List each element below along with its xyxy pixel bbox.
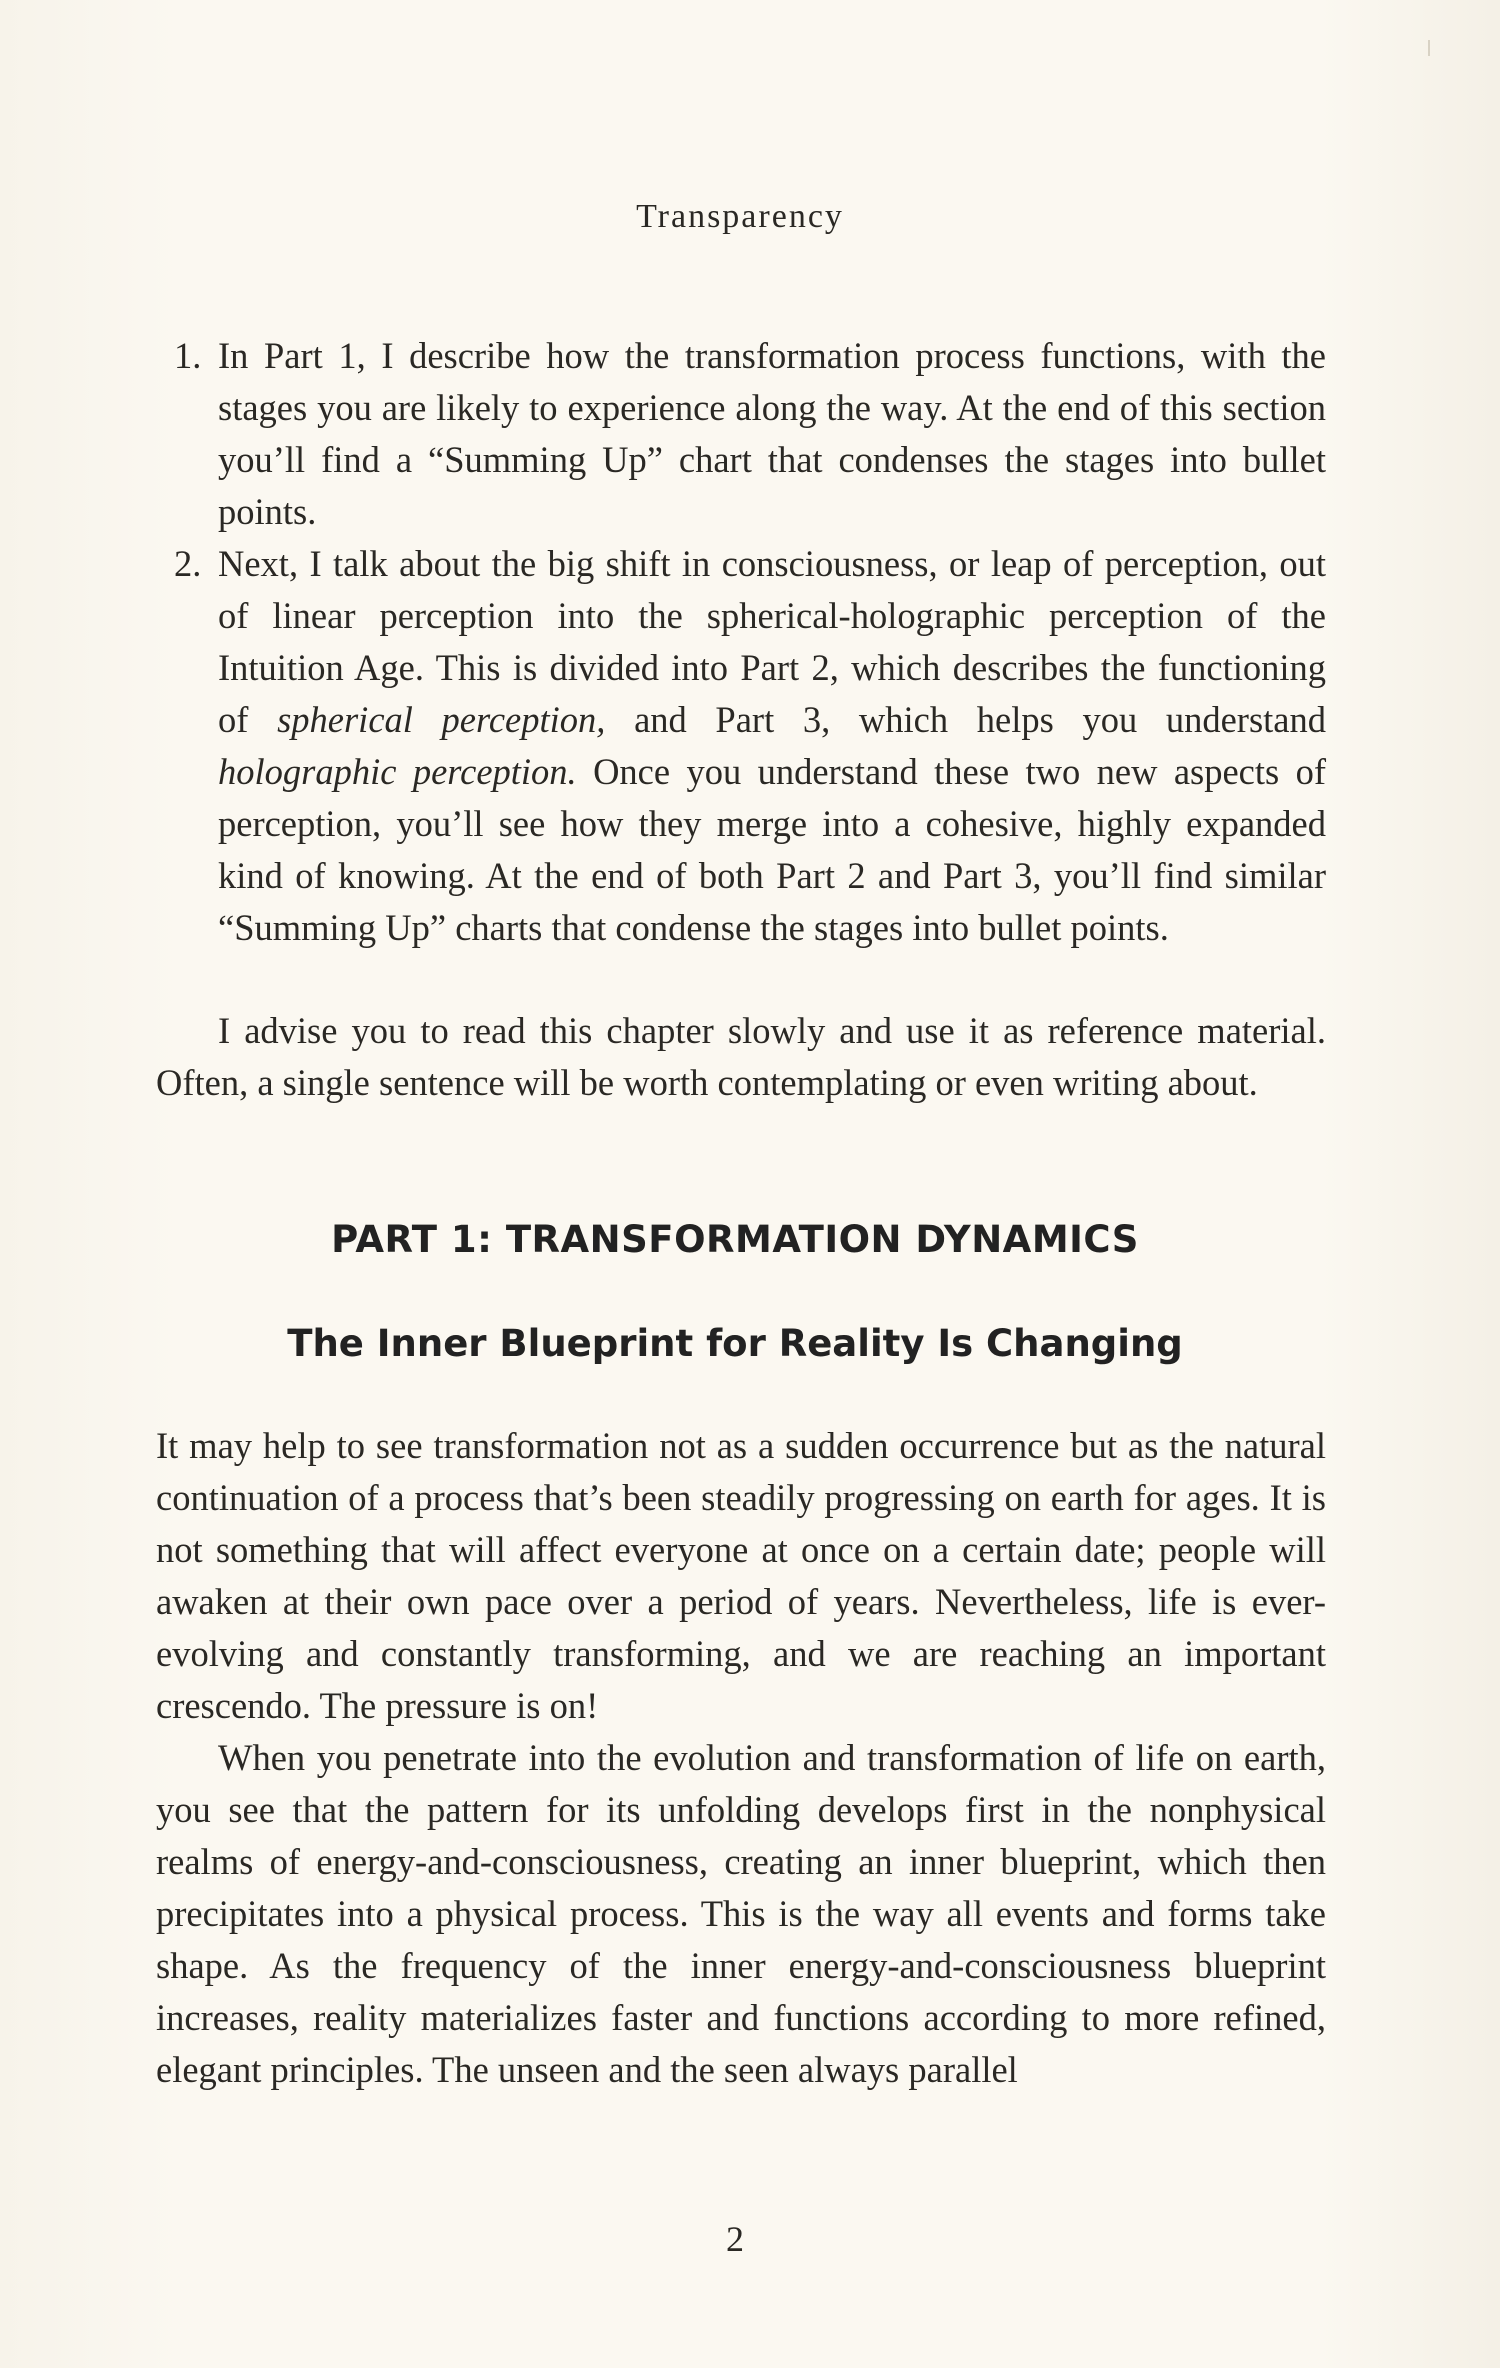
advise-block [156, 1005, 1326, 1109]
list-item-text: Once you understand these two new aspects of perception, you’ll see how they merge into a cohesive, highly expanded kind of knowing. At the end of both Part 2 and Part 3, you’ll find similar “Summing Up” charts that condense the stages into bullet points. [218, 751, 1327, 948]
numbered-list [156, 330, 1326, 954]
list-item [156, 538, 1326, 954]
list-item-text: Next, I talk about the big shift in consciousness, or leap of perception, out of linear perception into the spherical-holographic perception of the Intuition Age. This is divided into Part 2, which describes the functioning of [218, 543, 1326, 740]
page-number: 2 [726, 2219, 744, 2259]
body-paragraph: When you penetrate into the evolution and transformation of life on earth, you see that the pattern for its unfolding develops first in the nonphysical realms of energy-and-consciousness, creating an inner blueprint, which then precipitates into a physical process. This is the way all events and forms take shape. As the frequency of the inner energy-and-consciousness blueprint increases, reality materializes faster and functions according to more refined, elegant principles. The unseen and the seen always parallel [156, 1737, 1326, 2090]
advise-paragraph: I advise you to read this chapter slowly and use it as reference material. Often, a single sentence will be worth contemplating or even writing about. [156, 1010, 1326, 1103]
body-text [156, 1420, 1326, 2096]
list-item [156, 330, 1326, 538]
list-item-text: In Part 1, I describe how the transformation process functions, with the stages you are likely to experience along the way. At the end of this section you’ll find a “Summing Up” chart that condenses the stages into bullet points. [218, 335, 1326, 532]
emphasis-spherical-perception: spherical perception, [277, 699, 606, 740]
scan-mark [1428, 40, 1430, 56]
body-paragraph: It may help to see transformation not as a sudden occurrence but as the natural continuation of a process that’s been steadily progressing on earth for ages. It is not something that will affect everyone at once on a certain date; people will awaken at their own pace over a period of years. Nevertheless, life is ever-evolving and constantly transforming, and we are reaching an important crescendo. The pressure is on! [156, 1425, 1326, 1726]
part-heading: PART 1: TRANSFORMATION DYNAMICS [331, 1218, 1139, 1261]
list-item-text: and Part 3, which helps you understand [605, 699, 1326, 740]
running-head: Transparency [636, 198, 844, 235]
list-number: 2. [174, 543, 202, 584]
list-number: 1. [174, 335, 202, 376]
section-heading: The Inner Blueprint for Reality Is Changing [287, 1322, 1183, 1365]
emphasis-holographic-perception: holographic perception. [218, 751, 577, 792]
